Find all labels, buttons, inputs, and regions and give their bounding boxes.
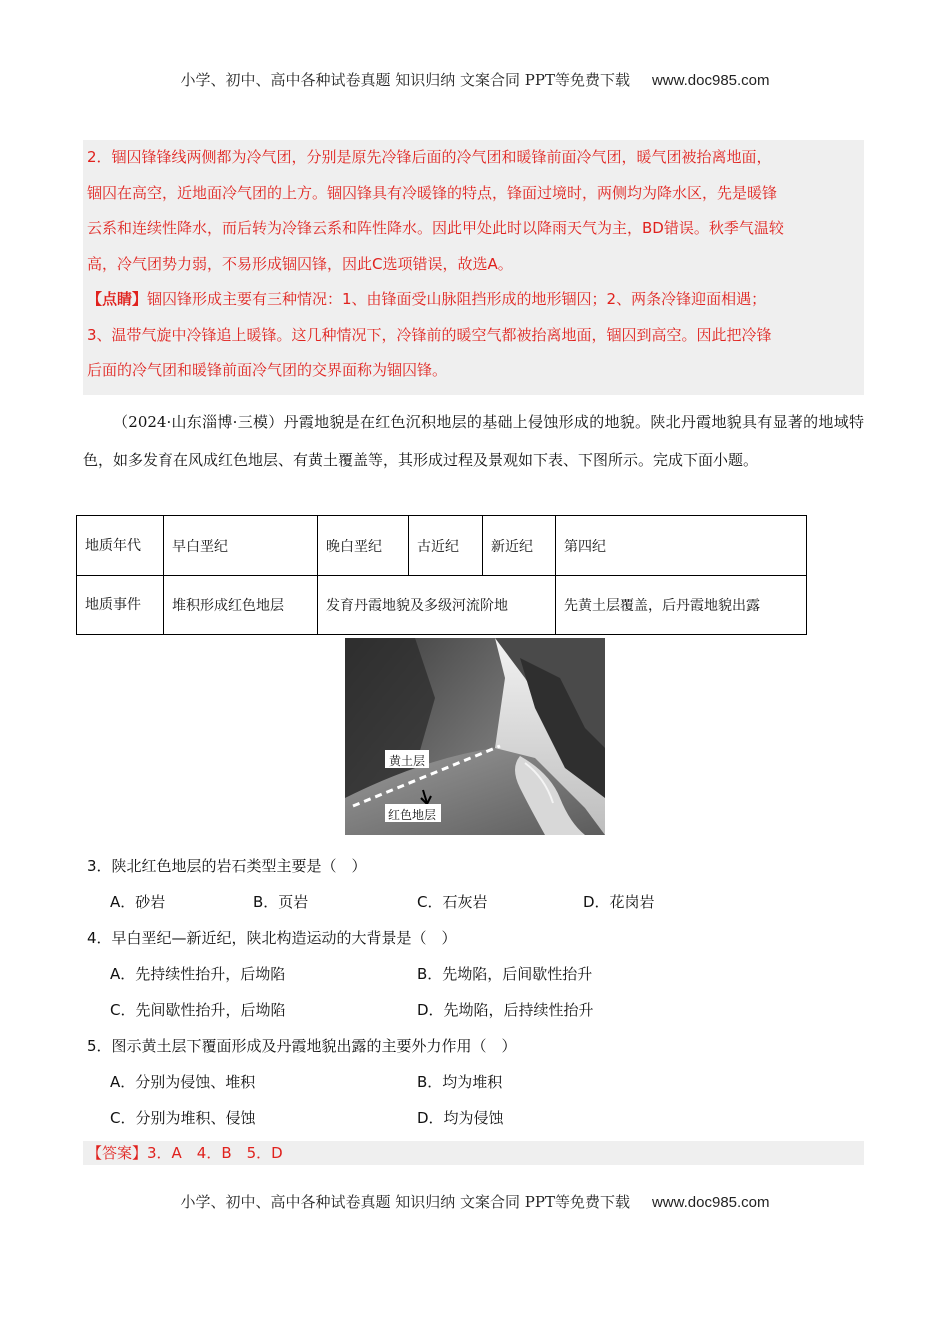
- question-5-option[interactable]: B．均为堆积: [417, 1073, 503, 1091]
- question-4-option[interactable]: D．先坳陷，后持续性抬升: [417, 1001, 594, 1019]
- header-url[interactable]: www.doc985.com: [651, 72, 770, 89]
- explanation-box: [83, 140, 864, 395]
- question-5-stem: 5．图示黄土层下覆面形成及丹霞地貌出露的主要外力作用（ ）: [87, 1037, 517, 1055]
- danxia-landscape-photo: [345, 638, 605, 835]
- table-cell-event: 堆积形成红色地层: [164, 576, 318, 635]
- table-cell-period: 古近纪: [409, 516, 483, 576]
- geology-table: [76, 515, 807, 635]
- question-3-option[interactable]: D．花岗岩: [583, 893, 655, 911]
- photo-label-red: 红色地层: [388, 808, 437, 822]
- answer-text: 【答案】3．A 4．B 5．D: [87, 1144, 283, 1162]
- question-3-option[interactable]: A．砂岩: [110, 893, 166, 911]
- question-3-option[interactable]: B．页岩: [253, 893, 309, 911]
- page-header: [0, 69, 950, 90]
- explanation-line: 高，冷气团势力弱，不易形成锢囚锋，因此C选项错误，故选A。: [87, 254, 513, 273]
- explanation-line: 锢囚在高空，近地面冷气团的上方。锢囚锋具有冷暖锋的特点，锋面过境时，两侧均为降水区，先是暖锋: [87, 183, 778, 202]
- tip-line: 3、温带气旋中冷锋追上暖锋。这几种情况下，冷锋前的暖空气都被抬离地面，锢囚到高空。因此把冷锋: [87, 325, 772, 344]
- question-3-stem: 3．陕北红色地层的岩石类型主要是（ ）: [87, 857, 367, 875]
- explanation-line: 云系和连续性降水，而后转为冷锋云系和阵性降水。因此甲处此时以降雨天气为主，BD错误。秋季气温较: [87, 219, 784, 237]
- question-5-option[interactable]: C．分别为堆积、侵蚀: [110, 1109, 256, 1127]
- tip-first: 锢囚锋形成主要有三种情况：1、由锋面受山脉阻挡形成的地形锢囚；2、两条冷锋迎面相遇；: [147, 290, 767, 308]
- question-5-option[interactable]: D．均为侵蚀: [417, 1109, 504, 1127]
- table-header-period: 地质年代: [77, 516, 164, 576]
- tip-line: 后面的冷气团和暖锋前面冷气团的交界面称为锢囚锋。: [87, 361, 448, 379]
- tip-line: [83, 282, 864, 318]
- question-intro: （2024·山东淄博·三模）丹霞地貌是在红色沉积地层的基础上侵蚀形成的地貌。陕北丹霞地貌具有显著的地域特色，如多发育在风成红色地层、有黄土覆盖等，其形成过程及景观如下表、下图所示。完成下面小题。: [83, 413, 864, 469]
- table-cell-event: 先黄土层覆盖，后丹霞地貌出露: [556, 576, 807, 635]
- question-5-option[interactable]: A．分别为侵蚀、堆积: [110, 1073, 256, 1091]
- table-cell-period: 晚白垩纪: [318, 516, 409, 576]
- table-cell-period: 新近纪: [483, 516, 556, 576]
- table-cell-period: 第四纪: [556, 516, 807, 576]
- question-4-option[interactable]: B．先坳陷，后间歇性抬升: [417, 965, 593, 983]
- question-4-option[interactable]: C．先间歇性抬升，后坳陷: [110, 1001, 286, 1019]
- tip-tag: 【点睛】: [87, 290, 148, 308]
- header-text: 小学、初中、高中各种试卷真题 知识归纳 文案合同 PPT等免费下载: [180, 71, 630, 89]
- question-4-stem: 4．早白垩纪—新近纪，陕北构造运动的大背景是（ ）: [87, 929, 457, 947]
- answer-box: [83, 1141, 864, 1165]
- table-cell-period: 早白垩纪: [164, 516, 318, 576]
- photo-label-loess: 黄土层: [389, 754, 426, 768]
- page-footer: [0, 1191, 950, 1212]
- explanation-line: 2．锢囚锋锋线两侧都为冷气团，分别是原先冷锋后面的冷气团和暖锋前面冷气团，暖气团被抬离地面，: [87, 148, 772, 166]
- table-cell-event: 发育丹霞地貌及多级河流阶地: [318, 576, 556, 635]
- question-3-option[interactable]: C．石灰岩: [417, 893, 488, 911]
- footer-url[interactable]: www.doc985.com: [651, 1194, 770, 1211]
- question-4-option[interactable]: A．先持续性抬升，后坳陷: [110, 965, 286, 983]
- table-header-event: 地质事件: [77, 576, 164, 635]
- footer-text: 小学、初中、高中各种试卷真题 知识归纳 文案合同 PPT等免费下载: [180, 1193, 630, 1211]
